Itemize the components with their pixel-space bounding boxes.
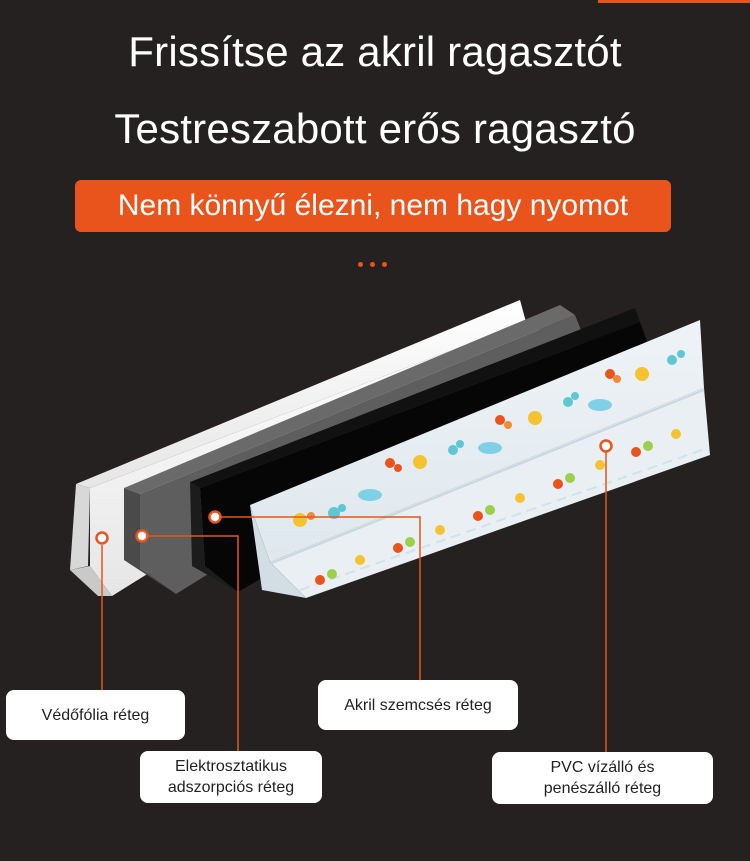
headline-primary: Frissítse az akril ragasztót	[128, 28, 622, 75]
label-pvc-line2: penészálló réteg	[543, 780, 662, 797]
label-electrostatic	[140, 751, 322, 803]
label-pvc-line1: PVC vízálló és	[550, 759, 655, 776]
feature-banner: Nem könnyű élezni, nem hagy nyomot	[75, 180, 671, 232]
headline-secondary: Testreszabott erős ragasztó	[114, 105, 636, 152]
label-acrylic-granular	[318, 680, 518, 730]
label-protective-film	[6, 690, 185, 740]
label-protective-film-text: Védőfólia réteg	[41, 706, 150, 724]
label-electrostatic-line2: adszorpciós réteg	[167, 779, 295, 796]
label-electrostatic-line1: Elektrosztatikus	[174, 758, 288, 775]
label-acrylic-granular-text: Akril szemcsés réteg	[344, 696, 492, 714]
label-pvc-waterproof	[492, 752, 713, 804]
